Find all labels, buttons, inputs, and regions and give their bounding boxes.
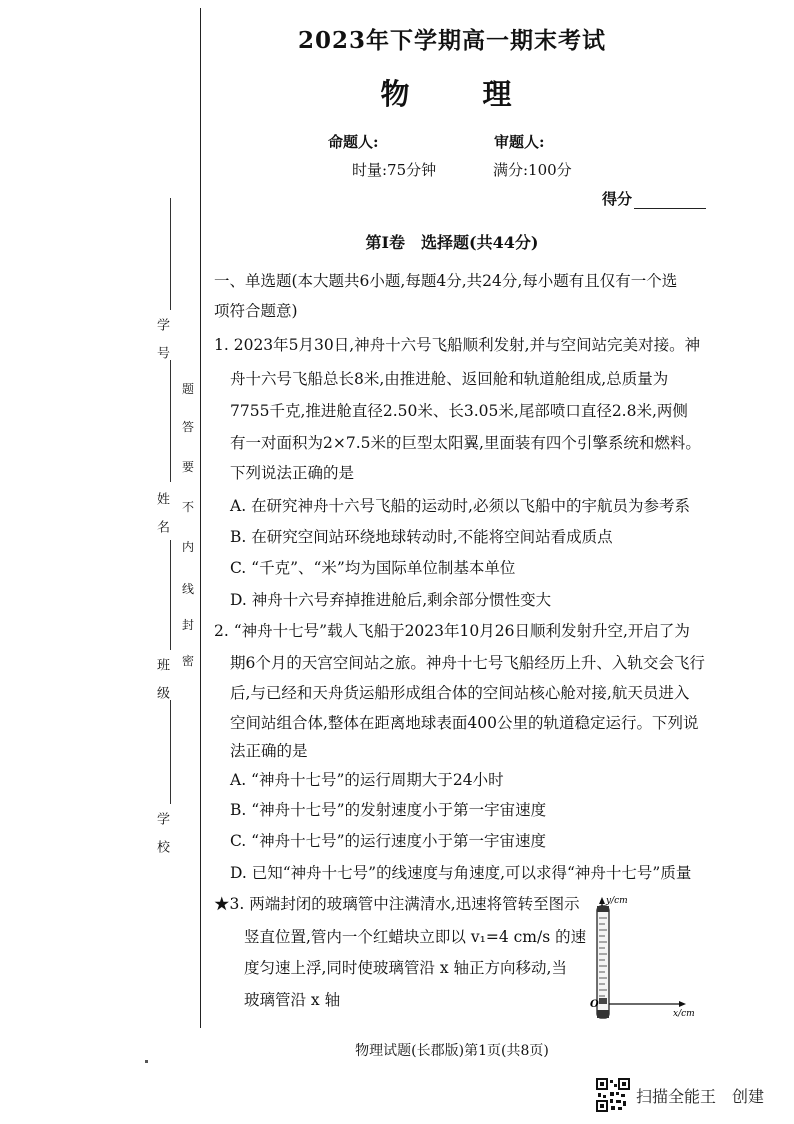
page-footer: 物理试题(长郡版)第1页(共8页) <box>355 1043 549 1059</box>
y-axis-label: y/cm <box>606 896 628 906</box>
seal-char: 封 <box>181 618 194 632</box>
question-2-stem-line: 2. “神舟十七号”载人飞船于2023年10月26日顺利发射升空,开启了为 <box>214 622 690 640</box>
question-2-option-a: A. “神舟十七号”的运行周期大于24小时 <box>230 771 504 789</box>
full-score: 满分:100分 <box>493 161 572 179</box>
seal-char: 不 <box>181 500 194 514</box>
question-2-stem-line: 后,与已经和天舟货运船形成组合体的空间站核心舱对接,航天员进入 <box>230 684 690 702</box>
binding-line-outer <box>200 8 201 1028</box>
question-1-stem-line: 1. 2023年5月30日,神舟十六号飞船顺利发射,并与空间站完美对接。神 <box>214 336 701 354</box>
exam-title: 2023年下学期高一期末考试 <box>297 27 606 54</box>
class-blank <box>170 540 171 650</box>
question-2-option-d: D. 已知“神舟十七号”的线速度与角速度,可以求得“神舟十七号”质量 <box>230 864 692 882</box>
scanner-watermark: 扫描全能王 创建 <box>636 1087 765 1106</box>
question-1-option-c: C. “千克”、“米”均为国际单位制基本单位 <box>230 559 516 577</box>
name-label: 姓 名 <box>154 492 169 534</box>
question-2-stem-line: 法正确的是 <box>230 742 308 760</box>
question-1-stem-line: 有一对面积为2×7.5米的巨型太阳翼,里面装有四个引擎系统和燃料。 <box>230 434 701 452</box>
question-2-stem-line: 空间站组合体,整体在距离地球表面400公里的轨道稳定运行。下列说 <box>230 714 699 732</box>
score-field <box>602 188 706 209</box>
question-2-option-c: C. “神舟十七号”的运行速度小于第一宇宙速度 <box>230 832 547 850</box>
red-wax-block <box>599 998 607 1004</box>
name-blank <box>170 360 171 482</box>
qr-code-icon <box>596 1078 630 1112</box>
question-3-stem-line: 竖直位置,管内一个红蜡块立即以 v₁=4 cm/s 的速 <box>244 928 587 946</box>
school-blank <box>170 700 171 804</box>
tube-cap-top <box>597 906 609 912</box>
question-1-stem-line: 下列说法正确的是 <box>230 464 355 482</box>
reviewer-label: 审题人: <box>494 133 545 151</box>
question-2-option-b: B. “神舟十七号”的发射速度小于第一宇宙速度 <box>230 801 547 819</box>
scan-speck <box>145 1060 148 1063</box>
seal-char: 要 <box>181 460 194 474</box>
seal-char: 内 <box>181 540 194 554</box>
y-axis-arrow <box>599 897 605 904</box>
score-label: 得分 <box>602 190 633 208</box>
section-title: 第Ⅰ卷 选择题(共44分) <box>365 233 539 252</box>
seal-char: 线 <box>181 582 194 596</box>
section-instructions-line: 项符合题意) <box>214 302 298 320</box>
seal-char: 答 <box>181 420 194 434</box>
question-1-option-b: B. 在研究空间站环绕地球转动时,不能将空间站看成质点 <box>230 528 613 546</box>
x-axis-label: x/cm <box>673 1009 695 1019</box>
question-3-stem-line: ★3. 两端封闭的玻璃管中注满清水,迅速将管转至图示 <box>214 895 580 913</box>
score-blank <box>634 194 706 209</box>
seal-char: 题 <box>181 382 194 396</box>
question-1-stem-line: 7755千克,推进舱直径2.50米、长3.05米,尾部喷口直径2.8米,两侧 <box>230 402 688 420</box>
question-3-stem-line: 玻璃管沿 x 轴 <box>244 991 341 1009</box>
question-1-option-a: A. 在研究神舟十六号飞船的运动时,必须以飞船中的宇航员为参考系 <box>230 497 690 515</box>
question-1-stem-line: 舟十六号飞船总长8米,由推进舱、返回舱和轨道舱组成,总质量为 <box>230 370 669 388</box>
origin-label: O <box>590 999 599 1010</box>
student-id-blank <box>170 198 171 310</box>
x-axis-arrow <box>679 1001 686 1007</box>
setter-label: 命题人: <box>328 133 379 151</box>
student-id-label: 学 号 <box>154 318 169 360</box>
class-label: 班 级 <box>154 658 169 700</box>
school-label: 学 校 <box>154 812 169 854</box>
glass-tube-figure <box>585 892 700 1027</box>
question-3-stem-line: 度匀速上浮,同时使玻璃管沿 x 轴正方向移动,当 <box>244 959 567 977</box>
subject-title: 物 理 <box>380 77 534 111</box>
seal-char: 密 <box>181 654 194 668</box>
question-2-stem-line: 期6个月的天宫空间站之旅。神舟十七号飞船经历上升、入轨交会飞行 <box>230 654 705 672</box>
time-limit: 时量:75分钟 <box>352 161 437 179</box>
question-1-option-d: D. 神舟十六号弃掉推进舱后,剩余部分惯性变大 <box>230 591 552 609</box>
section-instructions-line: 一、单选题(本大题共6小题,每题4分,共24分,每小题有且仅有一个选 <box>214 272 678 290</box>
tube-cap-bottom <box>597 1010 609 1018</box>
